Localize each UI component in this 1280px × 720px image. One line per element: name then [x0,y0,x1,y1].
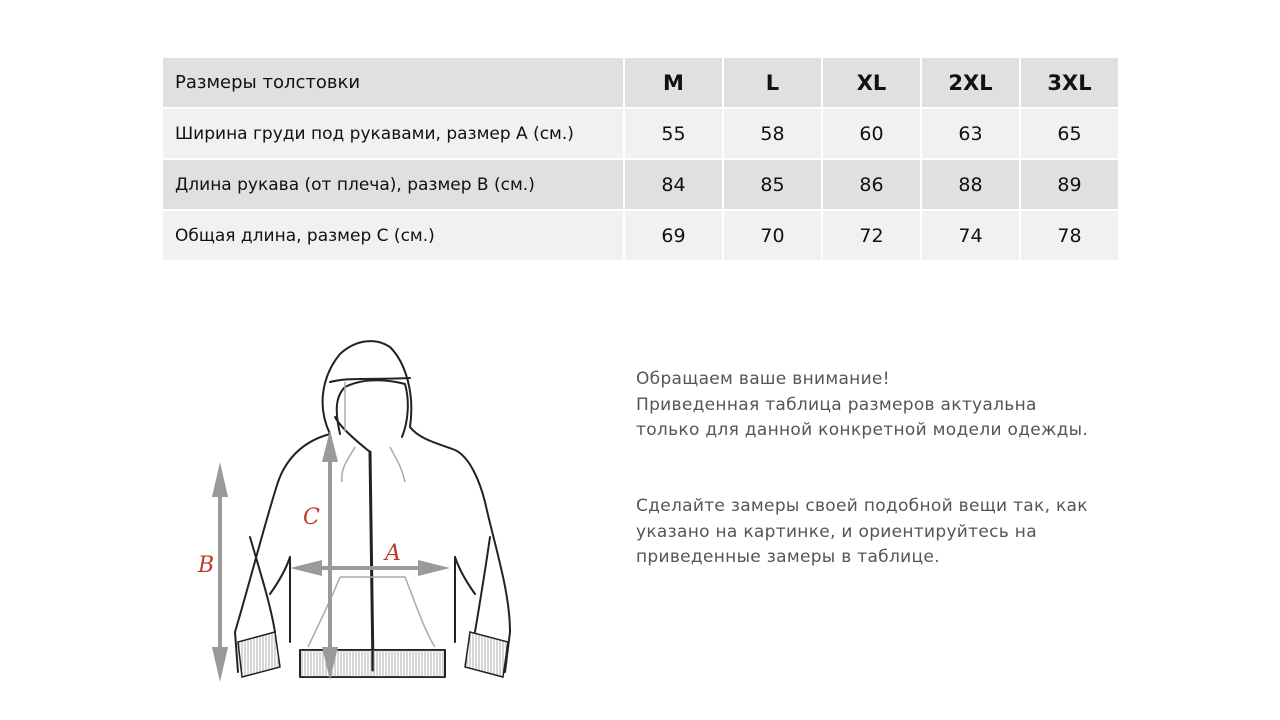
cell-value: 63 [921,108,1020,159]
cell-value: 88 [921,159,1020,210]
cell-value: 78 [1020,210,1119,261]
size-table [161,56,1120,262]
arrow-a [290,560,450,576]
row-label: Общая длина, размер С (см.) [162,210,624,261]
instruction-note [636,494,1088,571]
label-a: A [385,541,401,566]
note-line: Приведенная таблица размеров актуальна [636,394,1037,415]
table-header-row [162,57,1119,108]
hem-ribbing [300,650,445,677]
right-cuff [465,632,508,677]
table-row [162,210,1119,261]
label-c: C [303,505,320,530]
row-label: Ширина груди под рукавами, размер А (см.) [162,108,624,159]
size-header-xl: XL [822,57,921,108]
size-header-2xl: 2XL [921,57,1020,108]
left-cuff [238,632,280,677]
cell-value: 89 [1020,159,1119,210]
table-header-label: Размеры толстовки [162,57,624,108]
note-line: приведенные замеры в таблице. [636,547,940,567]
cell-value: 84 [624,159,723,210]
cell-value: 60 [822,108,921,159]
cell-value: 74 [921,210,1020,261]
table-row [162,159,1119,210]
note-line: Обращаем ваше внимание! [636,369,890,389]
label-b: B [198,553,215,578]
cell-value: 70 [723,210,822,261]
cell-value: 86 [822,159,921,210]
hoodie-outline [235,341,510,677]
size-header-m: M [624,57,723,108]
note-line: Сделайте замеры своей подобной вещи так, как [636,496,1088,516]
arrow-c [322,430,338,680]
row-label: Длина рукава (от плеча), размер В (см.) [162,159,624,210]
cell-value: 72 [822,210,921,261]
size-header-3xl: 3XL [1020,57,1119,108]
attention-note [636,367,1088,444]
cell-value: 85 [723,159,822,210]
cell-value: 65 [1020,108,1119,159]
cell-value: 69 [624,210,723,261]
table-row [162,108,1119,159]
cell-value: 55 [624,108,723,159]
arrow-b [212,462,228,682]
note-line: указано на картинке, и ориентируйтесь на [636,521,1037,542]
cell-value: 58 [723,108,822,159]
hoodie-measurement-diagram [190,332,530,692]
size-header-l: L [723,57,822,108]
note-line: только для данной конкретной модели одежды. [636,420,1089,440]
